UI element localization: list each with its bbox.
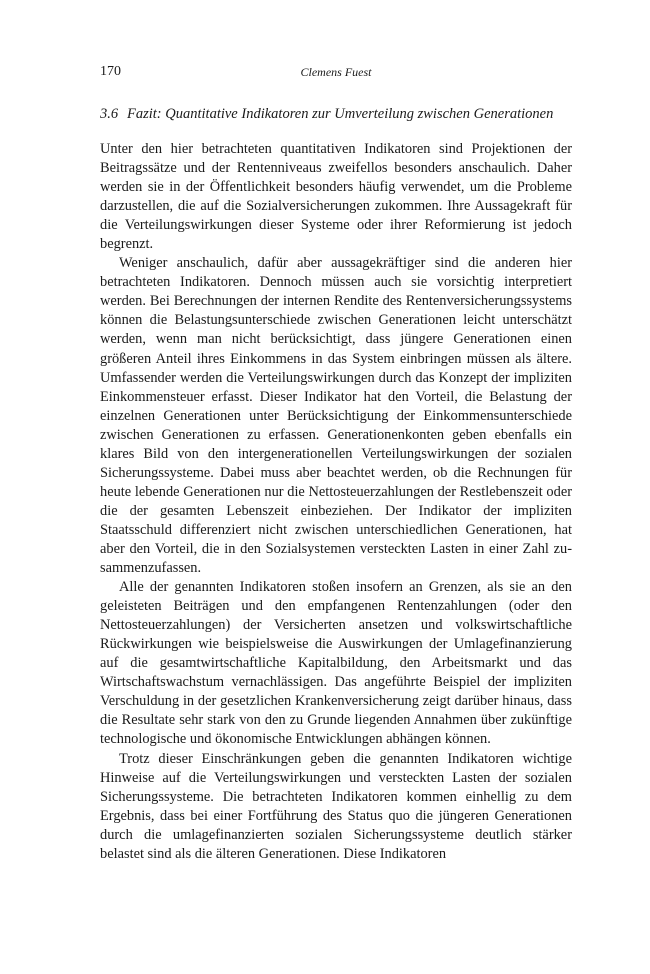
section-title: Fazit: Quantitative Indikatoren zur Umverteilung zwischen Generationen <box>127 106 554 122</box>
book-page <box>100 64 572 864</box>
paragraph-4: Trotz dieser Einschränkungen geben die genannten Indikatoren wichtige Hinweise auf die Verteilungswirkungen und versteckten Lasten der sozialen Sicherungssysteme. Die betrachteten Indikatoren kommen einhellig zu dem Ergebnis, dass bei einer Fortführung des Status quo die jüngeren Generationen durch die umlagefinanzierten sozialen Sicherungssysteme deutlich stärker belastet sind als die älteren Generationen. Diese Indikatoren <box>100 750 572 862</box>
running-head <box>100 64 572 84</box>
section-heading <box>100 105 572 123</box>
section-number: 3.6 <box>100 106 119 122</box>
paragraph-3: Alle der genannten Indikatoren stoßen insofern an Grenzen, als sie an den geleisteten Beiträgen und den empfangenen Rentenzahlungen (oder den Nettosteuerzahlungen) der Versicherten ansetzen und volkswirtschaftliche Rückwirkungen wie beispielsweise die Auswirkungen der Umlagefinanzierung auf die gesamtwirtschaftliche Kapitalbildung, den Arbeitsmarkt und das Wirtschaftswachstum vernachlässigen. Das angeführte Beispiel der impliziten Verschuldung in der gesetzlichen Krankenversicherung zeigt darüber hinaus, dass die Resultate sehr stark von den zu Grunde liegenden Annahmen über zukünftige technologische und ökonomische Entwicklungen abhängen können. <box>100 579 572 748</box>
page-number: 170 <box>100 64 121 79</box>
paragraph-1: Unter den hier betrachteten quantitativen Indikatoren sind Projektionen der Beitragssätze und der Rentenniveaus zweifellos besonders anschaulich. Daher werden sie in der Öffentlichkeit besonders häufig verwendet, um die Probleme darzustellen, die auf die Sozialversicherungen zukommen. Ihre Aussagekraft für die Verteilungswirkungen dieser Systeme oder ihrer Reformierung ist jedoch begrenzt. <box>100 141 572 253</box>
running-head-author: Clemens Fuest <box>300 65 372 79</box>
paragraph-2: Weniger anschaulich, dafür aber aussagekräftiger sind die anderen hier betrachteten Indikatoren. Dennoch müssen auch sie vorsichtig interpretiert werden. Bei Berechnungen der internen Rendite des Rentenversicherungssystems können die Belastungsunterschiede zwischen Generationen leicht unterschätzt werden, wenn man nicht berücksichtigt, dass jüngere Generationen einen größeren Anteil ihres Einkommens in das System einbringen müssen als ältere. Umfassender werden die Verteilungswirkungen durch das Konzept der impliziten Einkommensteuer erfasst. Dieser Indikator hat den Vorteil, die Belastung der einzelnen Generationen unter Berücksichtigung der Einkommensunterschiede zwischen Generationen zu erfassen. Generationenkonten geben ebenfalls ein klares Bild von den intergenerationellen Verteilungswirkungen der sozialen Sicherungssysteme. Dabei muss aber beachtet werden, ob die Rechnungen für heute lebende Generationen nur die Nettosteuerzahlungen der Restlebenszeit oder die der gesamten Lebenszeit einbeziehen. Der Indikator der impliziten Staatsschuld differenziert nicht zwischen unterschiedlichen Generationen, hat aber den Vorteil, die in den Sozialsystemen versteckten Lasten in einer Zahl zusammenzufassen. <box>100 255 572 577</box>
body-text <box>100 140 572 864</box>
